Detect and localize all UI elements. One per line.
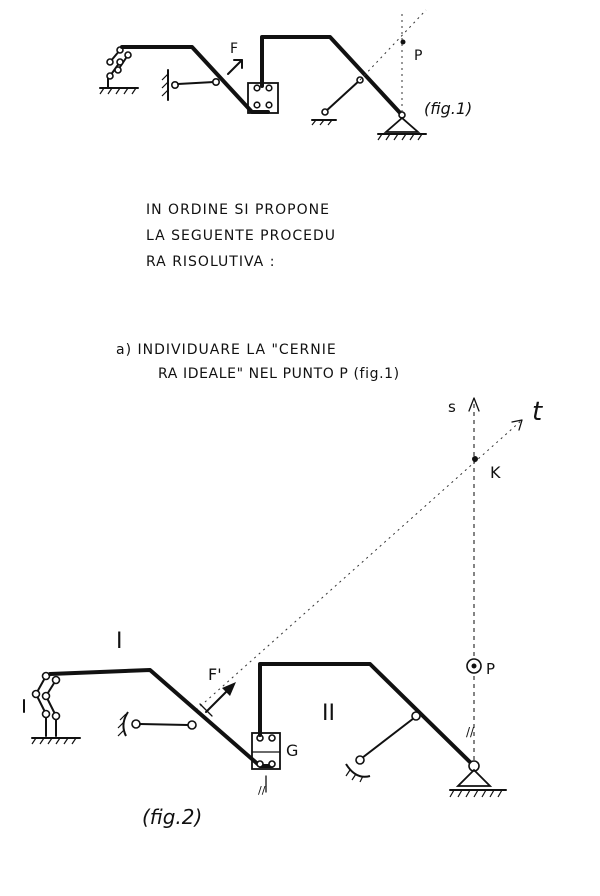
body-1-label: I [116,629,123,654]
left-rod-supports [100,47,138,94]
inclined-pendulum-fig2 [346,712,420,782]
force-f-prime-label: F' [208,665,222,684]
instruction-line-2: LA SEGUENTE PROCEDU [146,228,336,244]
point-k-label: K [490,463,501,482]
right-hinge-support-fig2 [450,761,506,797]
figure-2 [24,397,543,829]
step-a-line-2: RA IDEALE" NEL PUNTO P (fig.1) [158,366,400,382]
parallel-mark-g: // [258,784,266,797]
figure-1 [100,10,472,140]
point-p-fig1 [401,40,406,45]
left-rod-supports-fig2 [24,673,80,745]
line-s-label: s [448,398,456,416]
left-wall-pendulum [162,70,219,100]
line-t-label: t [532,397,543,427]
inclined-pendulum-fig1 [312,77,363,125]
point-g-label: G [286,741,299,760]
instruction-line-1: IN ORDINE SI PROPONE [146,202,330,218]
right-hinge-support-fig1 [378,112,426,140]
instruction-line-3: RA RISOLUTIVA : [146,254,276,270]
instructions-text [116,202,400,382]
left-wall-pendulum-fig2 [118,712,196,736]
step-a-line-1: a) INDIVIDUARE LA "CERNIE [116,342,337,358]
body-2-label: II [322,701,335,726]
parallel-mark-s: // [466,725,475,739]
figure-2-caption: (fig.2) [142,805,203,829]
force-f-prime [200,665,236,716]
figure-1-caption: (fig.1) [424,99,473,118]
double-link-g [252,733,298,797]
beam-body-2-fig1 [262,37,402,115]
force-f-label-fig1: F [230,41,239,57]
beam-body-1 [50,670,272,766]
force-f-fig1 [228,41,242,74]
beam-body-1-fig1 [122,47,268,112]
point-p-label: P [486,660,496,678]
point-k [472,456,478,462]
point-p-label-fig1: P [414,48,423,64]
